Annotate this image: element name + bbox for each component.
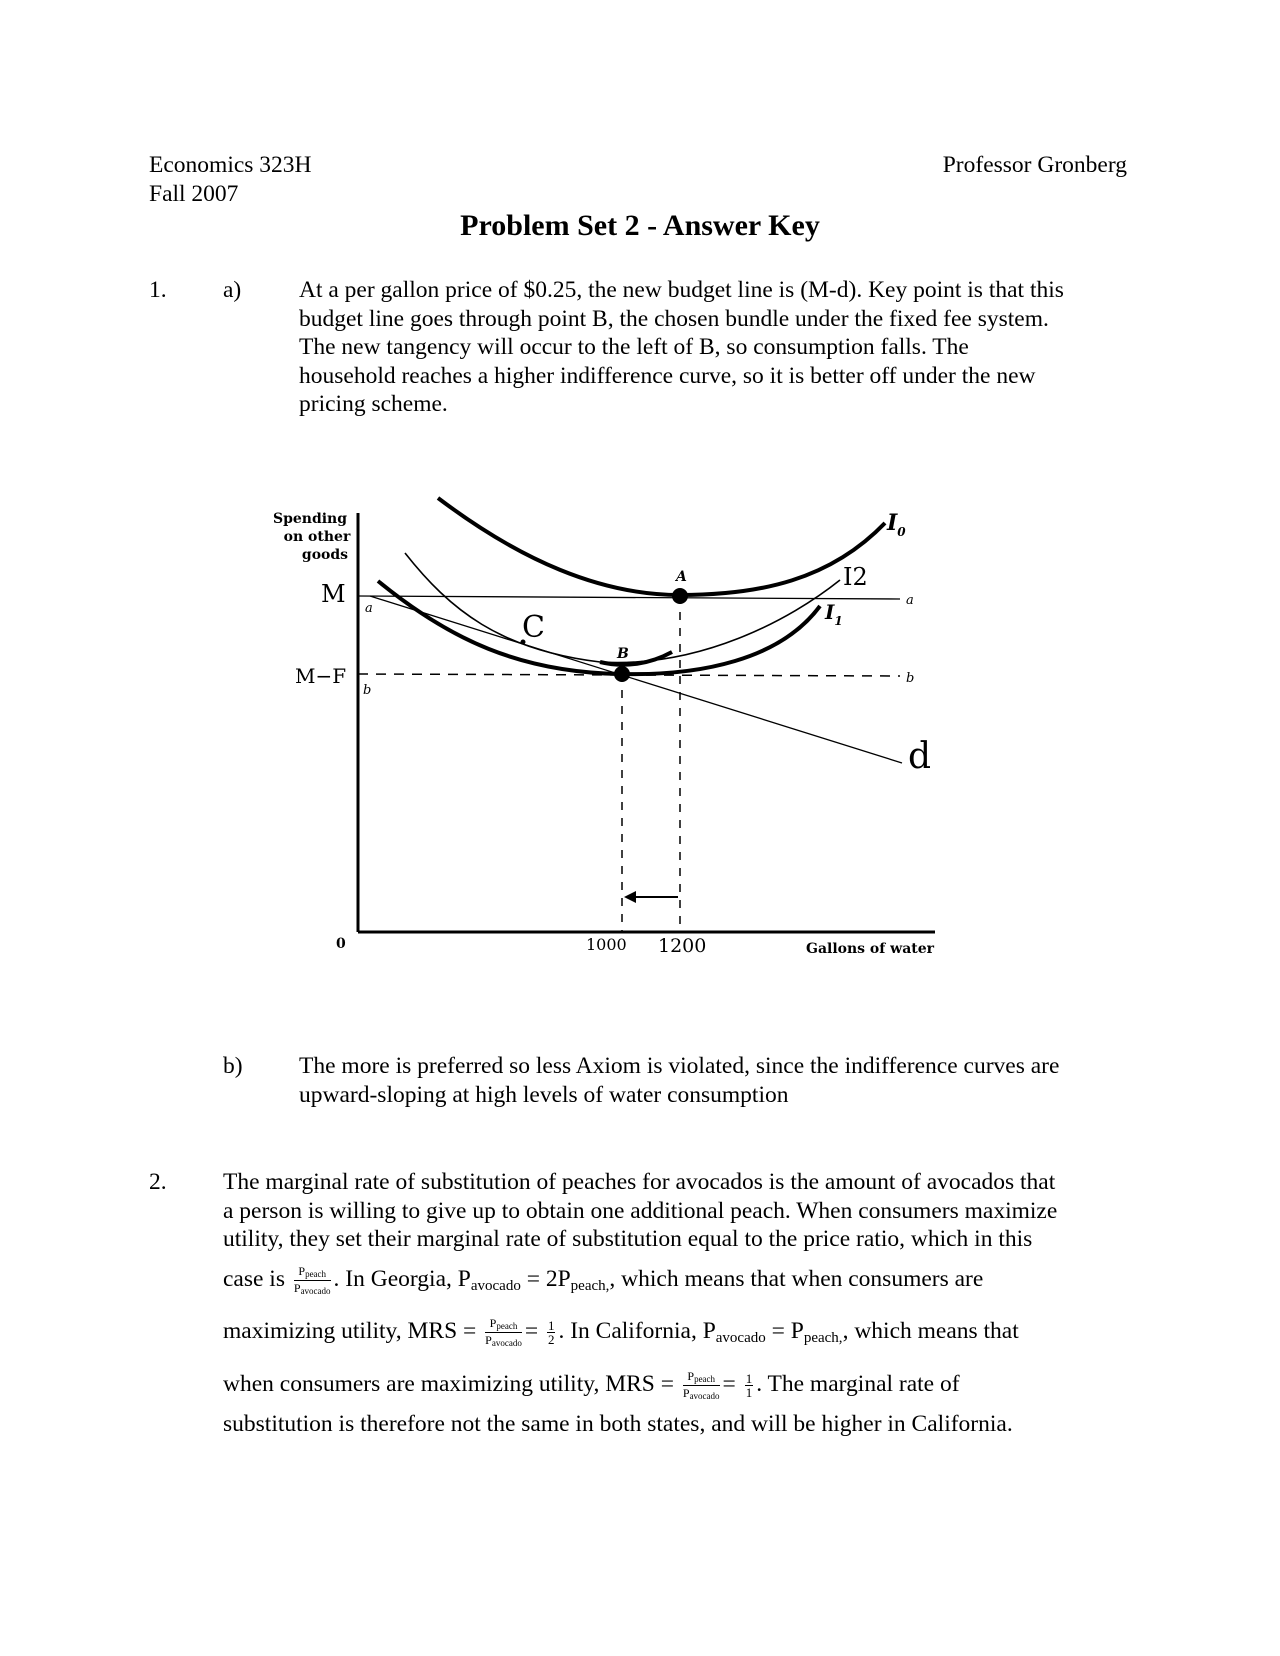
page-title: Problem Set 2 - Answer Key bbox=[460, 209, 820, 242]
course-name: Economics 323H bbox=[149, 152, 312, 178]
q1b-line: upward-sloping at high levels of water consumption bbox=[299, 1081, 789, 1108]
m-label: M bbox=[321, 580, 346, 608]
line-a-left-label: a bbox=[365, 601, 373, 616]
professor-name: Professor Gronberg bbox=[942, 152, 1127, 178]
y-axis-label-1: Spending bbox=[272, 511, 348, 527]
indifference-curve-i0 bbox=[438, 498, 885, 595]
q2-line: utility, they set their marginal rate of substitution equal to the price ratio, which in this bbox=[223, 1226, 1033, 1253]
budget-indifference-figure bbox=[0, 480, 1280, 970]
q2-text bbox=[223, 1168, 1153, 1254]
y-axis-label-2: on other bbox=[283, 529, 351, 545]
california-mrs-value: $\frac{1}{1}$ bbox=[745, 1371, 753, 1401]
q1a-text bbox=[299, 276, 1139, 419]
georgia-mrs-value: $\frac{1}{2}$ bbox=[547, 1318, 555, 1348]
x-tick-1200: 1200 bbox=[658, 935, 707, 957]
point-a-label: A bbox=[676, 569, 687, 585]
origin-label: 0 bbox=[336, 936, 346, 952]
curve-i1-label: $I_1$ bbox=[825, 600, 843, 628]
y-axis-label-3: goods bbox=[301, 547, 349, 563]
budget-line-d bbox=[370, 596, 902, 763]
q1a-line: At a per gallon price of $0.25, the new budget line is (M-d). Key point is that this bbox=[299, 277, 1064, 303]
q2-line: a person is willing to give up to obtain one additional peach. When consumers maximize bbox=[223, 1197, 1058, 1224]
course-term: Fall 2007 bbox=[149, 181, 239, 207]
shift-arrow-head bbox=[624, 891, 636, 903]
point-b-mark bbox=[600, 652, 672, 665]
q2-line: The marginal rate of substitution of peaches for avocados is the amount of avocados that bbox=[223, 1169, 1056, 1195]
q1a-line: budget line goes through point B, the chosen bundle under the fixed fee system. bbox=[299, 305, 1049, 332]
q1b-line: The more is preferred so less Axiom is violated, since the indifference curves are bbox=[299, 1053, 1060, 1079]
q1b-text bbox=[299, 1052, 1139, 1109]
price-ratio-fraction: $\frac{P_{peach}}{P_{avocado}}$ bbox=[293, 1264, 331, 1297]
q2-line5: maximizing utility, MRS = $\frac{P_{peach}}{P_{avocado}}$ = $\frac{1}{2}$ . In California, $P_{avocado} = P_{peach,}$, which means that bbox=[223, 1316, 1019, 1349]
q1a-label: a) bbox=[223, 277, 242, 303]
q2-number: 2. bbox=[149, 1169, 167, 1195]
q2-line4: case is $\frac{P_{peach}}{P_{avocado}}$ . In Georgia, $P_{avocado} = 2P_{peach,}$, which means that when consumers are bbox=[223, 1264, 984, 1297]
line-b-left-label: b bbox=[363, 683, 372, 698]
curve-i0-label: $I_0$ bbox=[887, 510, 906, 539]
california-mrs-fraction: $\frac{P_{peach}}{P_{avocado}}$ bbox=[682, 1369, 720, 1402]
m-f-label: M−F bbox=[295, 664, 347, 688]
point-c-label: C bbox=[522, 610, 545, 645]
q2-line6: when consumers are maximizing utility, MRS = $\frac{P_{peach}}{P_{avocado}}$ = $\frac{1}{1}$ . The marginal rate of bbox=[223, 1369, 960, 1402]
line-b-right-label: b bbox=[906, 671, 915, 686]
q1-number: 1. bbox=[149, 277, 167, 303]
x-tick-1000: 1000 bbox=[586, 935, 627, 954]
point-b-label: B bbox=[617, 646, 629, 662]
x-axis-label: Gallons of water bbox=[806, 941, 935, 957]
q1a-line: pricing scheme. bbox=[299, 391, 448, 418]
line-d-label: d bbox=[908, 736, 932, 777]
q1a-line: The new tangency will occur to the left of B, so consumption falls. The bbox=[299, 334, 969, 361]
georgia-mrs-fraction: $\frac{P_{peach}}{P_{avocado}}$ bbox=[485, 1316, 522, 1349]
q1b-label: b) bbox=[223, 1053, 243, 1079]
q1a-line: household reaches a higher indifference curve, so it is better off under the new bbox=[299, 362, 1036, 389]
line-a-right-label: a bbox=[906, 593, 914, 608]
curve-i2-label: I2 bbox=[843, 563, 868, 591]
q2-line7: substitution is therefore not the same in both states, and will be higher in California. bbox=[223, 1411, 1013, 1437]
